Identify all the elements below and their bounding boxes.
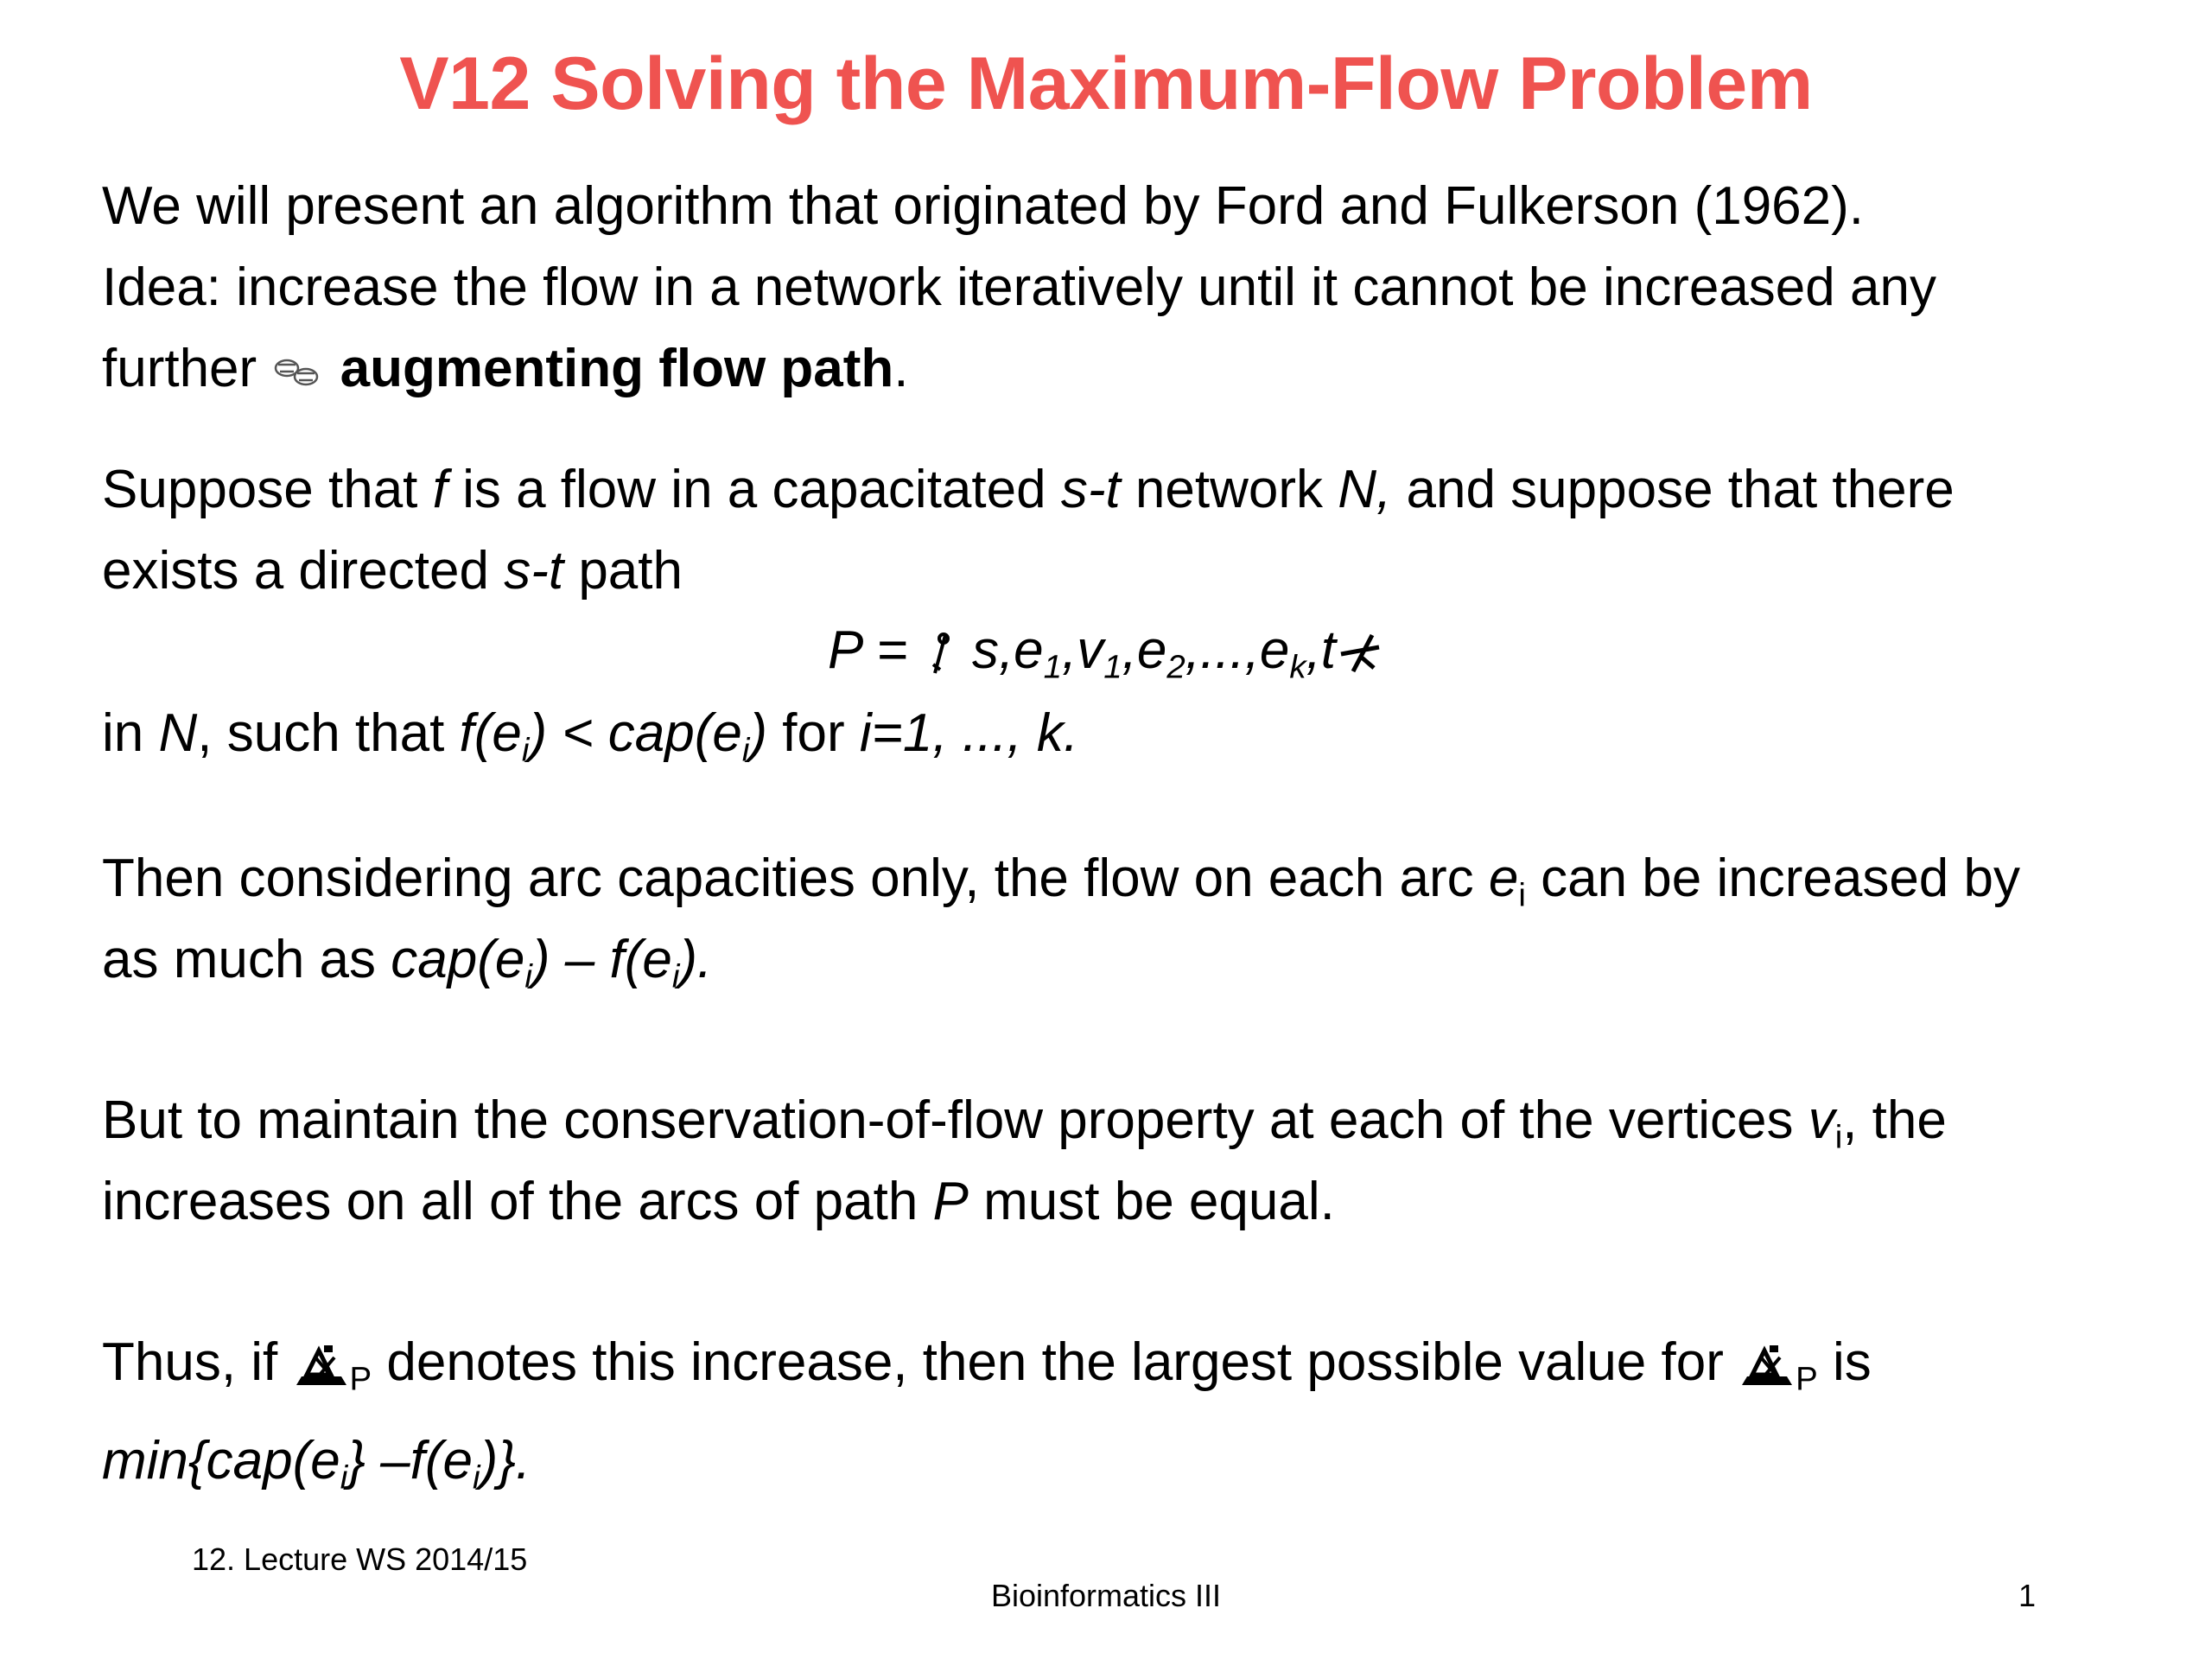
intro-line-3-post: . <box>893 339 909 398</box>
footer-page-number: 1 <box>2018 1578 2037 1613</box>
text: denotes this increase, then the largest possible value for <box>372 1332 1739 1392</box>
suppose-line-2 <box>102 531 2133 612</box>
text: ) – f(e <box>531 930 672 989</box>
implies-icon <box>271 351 325 394</box>
condition-expr <box>459 703 768 769</box>
index-range: i=1, ..., k. <box>859 703 1079 763</box>
text: ). <box>679 930 713 989</box>
var-n: N, <box>1338 460 1392 519</box>
text: } –f(e <box>347 1430 474 1491</box>
text: is a flow in a capacitated <box>447 460 1061 519</box>
path-formula <box>0 610 2212 691</box>
delta-icon <box>293 1342 350 1390</box>
text: must be equal. <box>968 1172 1335 1231</box>
right-bracket-icon <box>1336 630 1384 678</box>
text: increases on all of the arcs of path <box>102 1172 933 1231</box>
text: for <box>767 703 860 763</box>
text: Thus, if <box>102 1332 293 1392</box>
var-st: s-t <box>504 541 564 601</box>
intro-line-1: We will present an algorithm that originated by Ford and Fulkerson (1962). <box>102 176 1865 236</box>
text: is <box>1817 1332 1872 1392</box>
text: in <box>102 703 159 763</box>
var-st: s-t <box>1060 460 1121 519</box>
text: s,e <box>971 620 1044 680</box>
delta-icon <box>1738 1342 1796 1390</box>
intro-line-2: Idea: increase the flow in a network iteratively until it cannot be increased any <box>102 257 1936 317</box>
capacities-line-1 <box>102 838 2133 919</box>
var-n: N <box>158 703 198 763</box>
text: and suppose that there <box>1391 460 1955 519</box>
augmenting-flow-path-term: augmenting flow path <box>340 339 894 398</box>
subscript: i <box>741 731 750 769</box>
subscript: i <box>1518 876 1526 914</box>
text: )}. <box>480 1430 531 1491</box>
text: ,e <box>1122 620 1167 680</box>
formula-lhs: P = <box>827 620 923 680</box>
footer-course: Bioinformatics III <box>990 1578 1222 1613</box>
left-bracket-icon <box>923 630 957 678</box>
text: ) < cap(e <box>529 703 742 763</box>
subscript: P <box>1796 1360 1818 1398</box>
subscript: i <box>1834 1118 1843 1156</box>
such-that-paragraph <box>102 693 2133 774</box>
conservation-paragraph <box>102 1080 2133 1243</box>
subscript: 1 <box>1043 648 1063 686</box>
slide-title: V12 Solving the Maximum-Flow Problem <box>399 42 1813 125</box>
subscript: i <box>524 957 532 995</box>
intro-paragraph <box>102 166 2133 410</box>
text: ,...,e <box>1185 620 1290 680</box>
subscript: i <box>340 1459 348 1497</box>
suppose-line-1 <box>102 449 2133 531</box>
text: , such that <box>197 703 460 763</box>
such-that-line <box>102 693 2133 774</box>
var-f: f <box>432 460 448 519</box>
conservation-line-2 <box>102 1161 2133 1243</box>
residual-expr <box>391 930 713 995</box>
text: cap(e <box>391 930 525 989</box>
thus-paragraph <box>102 1322 2133 1502</box>
text: , the <box>1842 1090 1947 1150</box>
text: ) <box>749 703 768 763</box>
text: path <box>563 541 683 601</box>
text: But to maintain the conservation-of-flow property at each of the vertices <box>102 1090 1808 1150</box>
var-e: e <box>1488 849 1519 908</box>
min-expr <box>102 1430 531 1497</box>
text: Suppose that <box>102 460 433 519</box>
var-p: P <box>932 1172 969 1231</box>
subscript: i <box>671 957 680 995</box>
text: Then considering arc capacities only, the flow on each arc <box>102 849 1489 908</box>
conservation-line-1 <box>102 1080 2133 1161</box>
var-v: v <box>1808 1090 1835 1150</box>
thus-line-1 <box>102 1322 2133 1421</box>
subscript: i <box>521 731 530 769</box>
suppose-paragraph <box>102 449 2133 612</box>
text: ,v <box>1062 620 1104 680</box>
intro-line-3-pre: further <box>102 339 272 398</box>
text: as much as <box>102 930 391 989</box>
subscript: 2 <box>1166 648 1185 686</box>
text: f(e <box>459 703 522 763</box>
text: ,t <box>1306 620 1337 680</box>
text: min{cap(e <box>102 1430 340 1491</box>
formula-body <box>971 620 1337 686</box>
text: network <box>1120 460 1338 519</box>
footer-lecture: 12. Lecture WS 2014/15 <box>192 1541 528 1577</box>
text: can be increased by <box>1525 849 2020 908</box>
capacities-line-2 <box>102 919 2133 1001</box>
text: exists a directed <box>102 541 505 601</box>
intro-line-3 <box>102 328 2133 410</box>
thus-line-2 <box>102 1421 2133 1502</box>
subscript: k <box>1289 648 1306 686</box>
subscript: 1 <box>1103 648 1122 686</box>
subscript: i <box>473 1459 480 1497</box>
subscript: P <box>349 1360 372 1398</box>
capacities-paragraph <box>102 838 2133 1001</box>
